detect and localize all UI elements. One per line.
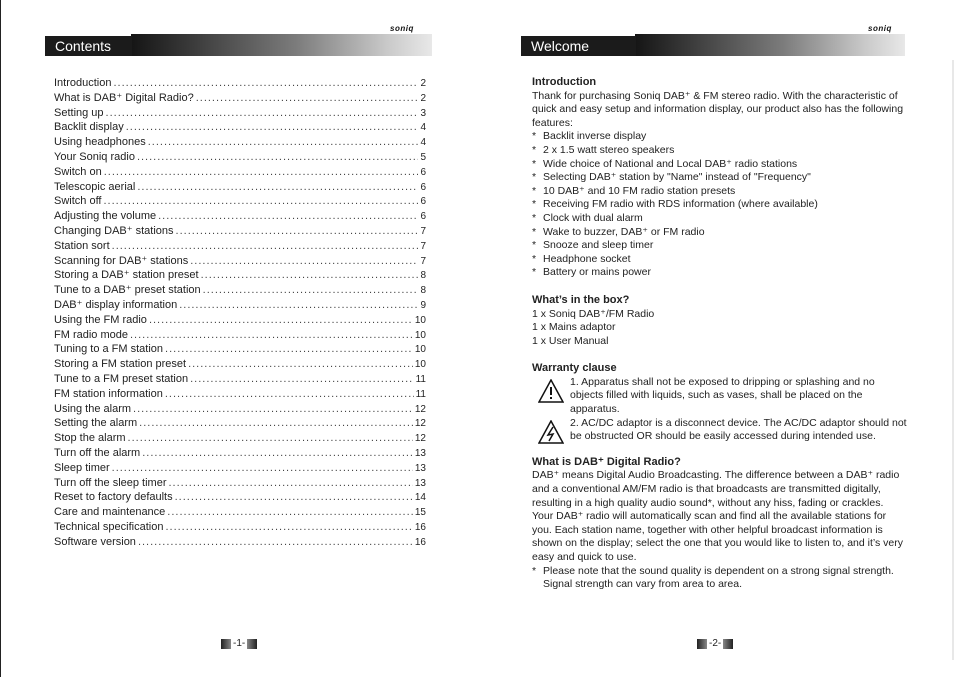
toc-leader-dots [169,476,413,491]
toc-entry-title: Tune to a DAB⁺ preset station [54,284,201,297]
toc-entry [54,328,426,343]
table-of-contents [54,76,426,550]
feature-item [532,266,907,280]
page-edge-line [0,0,1,677]
dab-paragraph-1: DAB⁺ means Digital Audio Broadcasting. The difference between a DAB⁺ radio and a conventional AM/FM radio is that broadcasts are transmitted digitally, resulting in a high quality audio sound*, without any hiss, fading or crackles. [532,469,900,509]
toc-entry-page: 2 [420,92,426,104]
toc-entry-title: FM radio mode [54,328,128,341]
warranty-heading: Warranty clause [532,362,617,375]
toc-leader-dots [112,461,413,476]
toc-entry [54,76,426,91]
bullet-star: * [532,130,537,143]
toc-entry-page: 12 [414,418,426,430]
toc-leader-dots [104,165,419,180]
toc-leader-dots [188,357,413,372]
toc-entry-page: 9 [420,299,426,311]
toc-entry [54,402,426,417]
toc-leader-dots [203,283,419,298]
toc-leader-dots [148,135,419,150]
feature-text: Receiving FM radio with RDS information (where available) [543,198,818,211]
section-title: Contents [45,36,132,56]
bullet-star: * [532,239,537,252]
toc-leader-dots [179,298,418,313]
warranty-item [532,376,907,417]
toc-entry-title: Telescopic aerial [54,180,136,193]
toc-entry-page: 6 [420,166,426,178]
warning-icon [538,379,564,403]
toc-leader-dots [190,372,414,387]
toc-leader-dots [158,209,418,224]
toc-entry-title: Using the FM radio [54,313,147,326]
feature-item [532,158,907,172]
toc-entry [54,535,426,550]
page-marker-right [723,639,733,649]
toc-leader-dots [126,120,419,135]
toc-entry [54,283,426,298]
intro-heading: Introduction [532,76,597,88]
toc-entry [54,254,426,269]
dab-paragraph-2: Your DAB⁺ radio will automatically scan and find all the available stations for you. Each station name, together with other helpful broadcast information is shown on the display; select the one that you would like to listen to, and it’s very easy and quick to use. [532,510,904,563]
bullet-star: * [532,184,537,197]
toc-entry [54,476,426,491]
feature-item [532,226,907,240]
bullet-star: * [532,171,537,184]
toc-entry-title: Setting the alarm [54,417,138,430]
brand-logo: soniq [868,24,892,33]
toc-entry [54,372,426,387]
feature-text: Selecting DAB⁺ station by "Name" instead of "Frequency" [543,171,811,184]
warranty-text-1: 1. Apparatus shall not be exposed to dripping or splashing and no objects filled with liquids, such as vases, shall be placed on the apparatus. [570,375,875,416]
toc-entry [54,194,426,209]
toc-entry-title: Adjusting the volume [54,210,157,223]
toc-entry [54,431,426,446]
feature-item [532,171,907,185]
toc-leader-dots [139,416,413,431]
toc-entry-title: Reset to factory defaults [54,491,173,504]
toc-entry [54,120,426,135]
bullet-star: * [532,157,537,170]
toc-leader-dots [133,402,413,417]
toc-leader-dots [142,446,413,461]
toc-entry-title: Introduction [54,77,112,89]
page-marker-left [697,639,707,649]
header-bar [635,34,905,56]
toc-entry [54,357,426,372]
brand-logo: soniq [390,24,414,33]
intro-text: Thank for purchasing Soniq DAB⁺ & FM stereo radio. With the characteristic of quick and easy setup and information display, our product also has the following features: [532,89,904,129]
toc-entry-page: 10 [414,314,426,326]
toc-entry-title: Turn off the sleep timer [54,476,167,489]
toc-leader-dots [128,431,413,446]
bullet-star: * [532,225,537,238]
toc-entry-title: Scanning for DAB⁺ stations [54,254,189,267]
toc-entry-page: 11 [415,373,426,385]
toc-entry [54,313,426,328]
toc-entry-page: 16 [414,521,426,533]
toc-leader-dots [112,239,419,254]
toc-entry-page: 4 [420,122,426,134]
box-heading: What’s in the box? [532,293,630,306]
box-item: 1 x Mains adaptor [532,321,616,334]
toc-entry-page: 8 [420,270,426,282]
toc-entry [54,490,426,505]
page-number-label: -1- [233,638,246,649]
toc-entry [54,520,426,535]
toc-entry-title: Station sort [54,239,110,252]
toc-entry-title: FM station information [54,387,163,400]
toc-entry-title: Stop the alarm [54,432,126,445]
toc-leader-dots [190,254,418,269]
toc-leader-dots [138,535,413,550]
toc-entry-page: 7 [420,240,426,252]
electric-hazard-icon [538,420,564,444]
bullet-star: * [532,143,537,156]
feature-item [532,253,907,267]
toc-entry [54,106,426,121]
toc-entry-title: Switch on [54,165,102,178]
section-title: Welcome [521,36,636,56]
dab-heading: What is DAB⁺ Digital Radio? [532,455,681,468]
toc-entry [54,91,426,106]
toc-entry [54,150,426,165]
toc-leader-dots [149,313,413,328]
toc-entry-title: Changing DAB⁺ stations [54,224,174,237]
toc-entry [54,505,426,520]
toc-entry-page: 10 [414,329,426,341]
toc-entry-page: 10 [414,359,426,371]
box-contents-list [532,308,907,349]
toc-entry-page: 14 [414,492,426,504]
toc-entry-page: 12 [414,403,426,415]
page-number [697,638,733,649]
warranty-item [532,417,907,444]
bullet-star: * [532,211,537,224]
toc-leader-dots [137,150,419,165]
toc-leader-dots [201,268,419,283]
feature-text: Clock with dual alarm [543,211,643,224]
dab-note [532,565,907,592]
toc-entry-page: 4 [420,137,426,149]
toc-entry [54,416,426,431]
page-marker-right [247,639,257,649]
toc-entry-page: 13 [414,447,426,459]
toc-entry [54,224,426,239]
features-list [532,130,907,280]
toc-leader-dots [130,328,413,343]
toc-entry-title: Care and maintenance [54,506,166,519]
toc-entry-title: Backlit display [54,121,124,134]
toc-entry-title: Turn off the alarm [54,446,141,459]
feature-item [532,144,907,158]
toc-entry [54,342,426,357]
feature-text: Backlit inverse display [543,130,647,143]
toc-entry-title: Storing a DAB⁺ station preset [54,269,199,282]
toc-entry-page: 7 [420,225,426,237]
toc-entry-page: 7 [420,255,426,267]
bullet-star: * [532,252,537,265]
toc-leader-dots [196,91,419,106]
toc-entry-page: 2 [420,78,426,89]
box-item: 1 x Soniq DAB⁺/FM Radio [532,307,655,320]
toc-entry [54,268,426,283]
toc-entry [54,298,426,313]
toc-entry [54,387,426,402]
toc-entry-page: 10 [414,344,426,356]
feature-text: Headphone socket [543,252,631,265]
bullet-star: * [532,198,537,211]
box-item: 1 x User Manual [532,334,609,347]
right-page [477,0,954,677]
bullet-star: * [532,564,537,577]
toc-entry-title: Using headphones [54,136,146,149]
feature-text: Wake to buzzer, DAB⁺ or FM radio [543,225,705,238]
toc-entry-title: Using the alarm [54,402,132,415]
feature-text: 10 DAB⁺ and 10 FM radio station presets [543,184,736,197]
bullet-star: * [532,266,537,279]
page-marker-left [221,639,231,649]
toc-leader-dots [165,342,413,357]
toc-entry-page: 3 [420,107,426,119]
toc-entry [54,180,426,195]
toc-entry-page: 13 [414,462,426,474]
feature-item [532,198,907,212]
toc-entry-title: What is DAB⁺ Digital Radio? [54,91,194,104]
warranty-text-2: 2. AC/DC adaptor is a disconnect device. The AC/DC adaptor should not be obstructed OR should be easily accessed during intended use. [570,416,907,443]
toc-entry [54,165,426,180]
toc-entry-title: Setting up [54,106,104,119]
toc-leader-dots [106,106,419,121]
feature-item [532,130,907,144]
toc-entry-title: Tune to a FM preset station [54,372,189,385]
toc-entry-title: Storing a FM station preset [54,358,187,371]
page-number [221,638,257,649]
feature-text: 2 x 1.5 watt stereo speakers [543,143,675,156]
dab-note-text: Please note that the sound quality is dependent on a strong signal strength. Signal strength can vary from area to area. [543,564,894,591]
toc-entry-title: DAB⁺ display information [54,298,178,311]
toc-entry-page: 8 [420,285,426,297]
toc-entry-title: Tuning to a FM station [54,343,164,356]
header-bar [131,34,432,56]
toc-entry [54,446,426,461]
feature-text: Snooze and sleep timer [543,239,654,252]
toc-entry-title: Sleep timer [54,461,110,474]
toc-entry-page: 5 [420,151,426,163]
feature-item [532,212,907,226]
toc-entry [54,135,426,150]
toc-entry-title: Software version [54,535,136,548]
welcome-content [532,76,907,592]
toc-leader-dots [104,194,419,209]
toc-leader-dots [167,505,413,520]
toc-entry-title: Technical specification [54,520,164,533]
toc-entry [54,461,426,476]
toc-leader-dots [113,76,418,91]
toc-entry-page: 13 [414,477,426,489]
toc-entry-page: 6 [420,181,426,193]
toc-entry-title: Switch off [54,195,102,208]
toc-entry [54,239,426,254]
toc-leader-dots [137,180,418,195]
toc-leader-dots [176,224,419,239]
feature-text: Battery or mains power [543,266,651,279]
toc-entry-page: 16 [414,536,426,548]
toc-entry-page: 6 [420,211,426,223]
toc-leader-dots [175,490,413,505]
feature-item [532,185,907,199]
toc-leader-dots [165,387,414,402]
feature-item [532,239,907,253]
page-number-label: -2- [709,638,722,649]
toc-entry-page: 12 [414,433,426,445]
toc-entry-title: Your Soniq radio [54,150,135,163]
feature-text: Wide choice of National and Local DAB⁺ radio stations [543,157,798,170]
toc-entry-page: 15 [414,507,426,519]
toc-leader-dots [165,520,412,535]
toc-entry [54,209,426,224]
toc-entry-page: 11 [415,388,426,400]
toc-entry-page: 6 [420,196,426,208]
